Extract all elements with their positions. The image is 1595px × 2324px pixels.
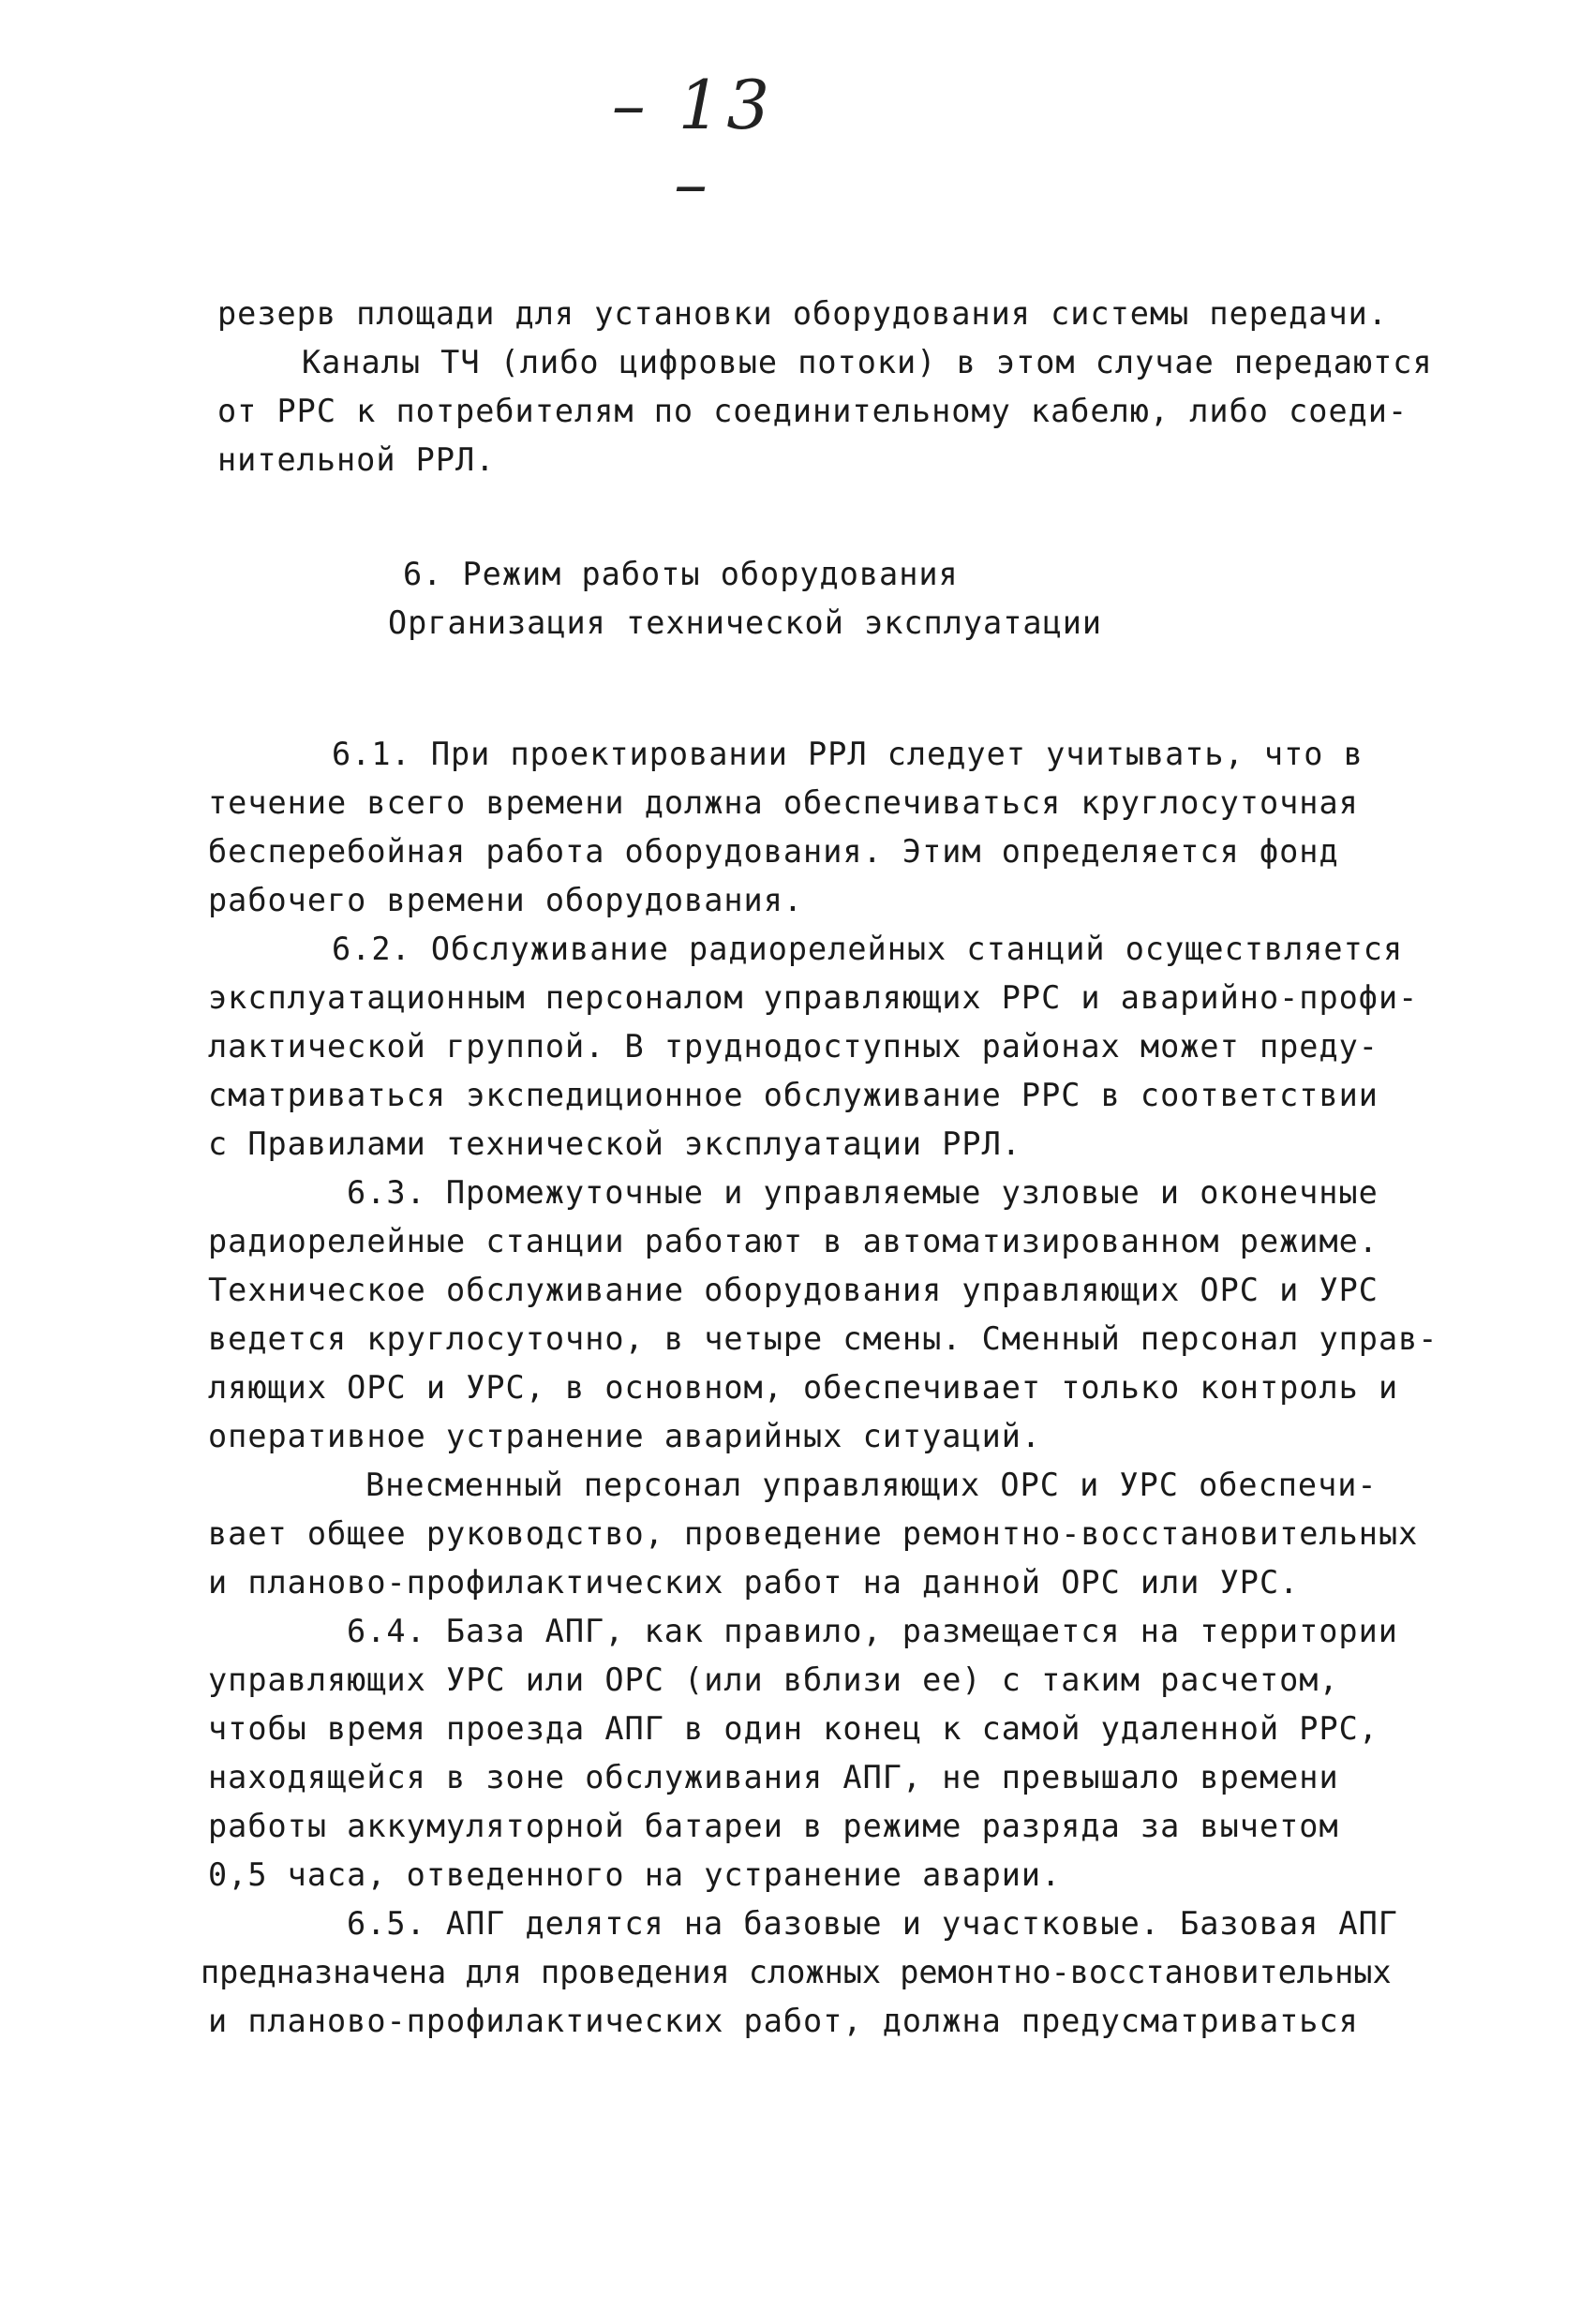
text-line: ведется круглосуточно, в четыре смены. Сменный персонал управ- [208,1320,1438,1357]
text-line: управляющих УРС или ОРС (или вблизи ее) с таким расчетом, [208,1661,1339,1698]
text-line: ляющих ОРС и УРС, в основном, обеспечивает только контроль и [208,1369,1399,1406]
text-line: 6.4. База АПГ, как правило, размещается на территории [347,1613,1398,1649]
text-line: лактической группой. В труднодоступных районах может преду- [208,1028,1379,1065]
text-line: 6.5. АПГ делятся на базовые и участковые. Базовая АПГ [347,1905,1398,1942]
text-line: Внесменный персонал управляющих ОРС и УРС обеспечи- [365,1467,1378,1503]
text-line: 6.2. Обслуживание радиорелейных станций осуществляется [332,931,1404,967]
text-line: сматриваться экспедиционное обслуживание РРС в соответствии [208,1077,1379,1113]
text-line: и планово-профилактических работ, должна предусматриваться [208,2003,1359,2039]
text-line: радиорелейные станции работают в автоматизированном режиме. [208,1223,1379,1259]
text-line: эксплуатационным персоналом управляющих РРС и аварийно-профи- [208,979,1419,1016]
section-heading-line-2: Организация технической эксплуатации [388,604,1103,641]
text-line: бесперебойная работа оборудования. Этим определяется фонд [208,833,1339,870]
text-line: Техническое обслуживание оборудования управляющих ОРС и УРС [208,1272,1379,1308]
text-line: вает общее руководство, проведение ремонтно-восстановительных [208,1515,1419,1552]
text-line: резерв площади для установки оборудования системы передачи. [217,295,1388,332]
text-line: Каналы ТЧ (либо цифровые потоки) в этом случае передаются [302,344,1433,380]
text-line: течение всего времени должна обеспечиваться круглосуточная [208,784,1359,821]
page-number: – 13 – [611,66,776,223]
text-line: чтобы время проезда АПГ в один конец к самой удаленной РРС, [208,1710,1379,1747]
text-line: рабочего времени оборудования. [208,882,804,918]
text-line: с Правилами технической эксплуатации РРЛ. [208,1125,1021,1162]
text-line: 0,5 часа, отведенного на устранение аварии. [208,1856,1062,1893]
text-line: нительной РРЛ. [217,441,496,478]
text-line: находящейся в зоне обслуживания АПГ, не превышало времени [208,1759,1339,1795]
text-line: предназначена для проведения сложных ремонтно-восстановительных [201,1954,1392,1990]
text-line: 6.1. При проектировании РРЛ следует учитывать, что в [332,736,1364,772]
text-line: и планово-профилактических работ на данной ОРС или УРС. [208,1564,1300,1601]
text-line: работы аккумуляторной батареи в режиме разряда за вычетом [208,1808,1339,1844]
text-line: оперативное устранение аварийных ситуаций. [208,1418,1042,1454]
text-line: от РРС к потребителям по соединительному кабелю, либо соеди- [217,393,1409,429]
section-heading-line-1: 6. Режим работы оборудования [403,556,959,592]
text-line: 6.3. Промежуточные и управляемые узловые и оконечные [347,1174,1379,1211]
